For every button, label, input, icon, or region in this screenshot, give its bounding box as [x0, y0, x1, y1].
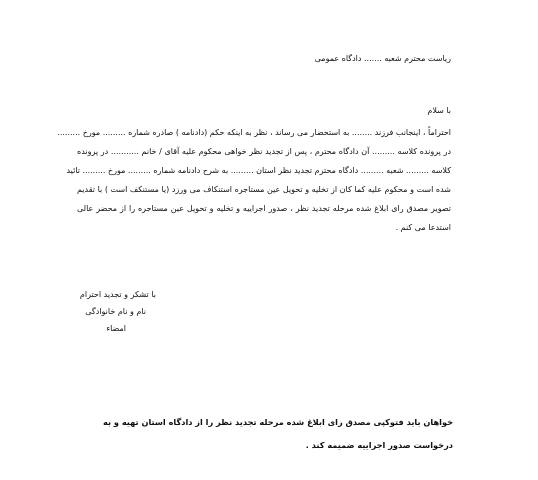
signature-label: امضاء	[106, 324, 126, 333]
body-line: تصویر مصدق رای ابلاغ شده مرحله تجدید نظر ، صدور اجراییه و تخلیه و تحویل عین مستاجره را از محضر عالی	[77, 204, 451, 213]
body-line: کلاسه ......... شعبه ......... دادگاه محترم تجدید نظر استان ......... به شرح دادنامه شماره ......... مورخ ......... تائید	[66, 166, 451, 175]
closing-thanks: با تشکر و تجدید احترام	[79, 290, 156, 299]
name-field-label: نام و نام خانوادگی	[85, 307, 146, 316]
body-line: استدعا می کنم .	[395, 223, 451, 232]
body-line: در پرونده کلاسه ......... آن دادگاه محترم ، پس از تجدید نظر خواهی محکوم علیه آقای / خانم ........... در پرونده	[77, 147, 451, 156]
instruction-note: خواهان باید فتوکپی مصدق رای ابلاغ شده مرحله تجدید نظر را از دادگاه استان تهیه و به	[103, 417, 453, 427]
instruction-note: درخواست صدور اجراییه ضمیمه کند .	[305, 440, 453, 450]
body-line: شده است و محکوم علیه کما کان از تخلیه و تحویل عین مستاجره استنکاف می ورزد (یا مستنکف است ) با تقدیم	[77, 185, 451, 194]
greeting: با سلام	[427, 106, 451, 115]
addressee-line: ریاست محترم شعبه ....... دادگاه عمومی	[314, 54, 451, 63]
body-line: احتراماً ، اینجانب فرزند ........ به استحضار می رساند ، نظر به اینکه حکم (دادنامه ) صادره شماره ......... مورخ .........	[57, 128, 451, 137]
